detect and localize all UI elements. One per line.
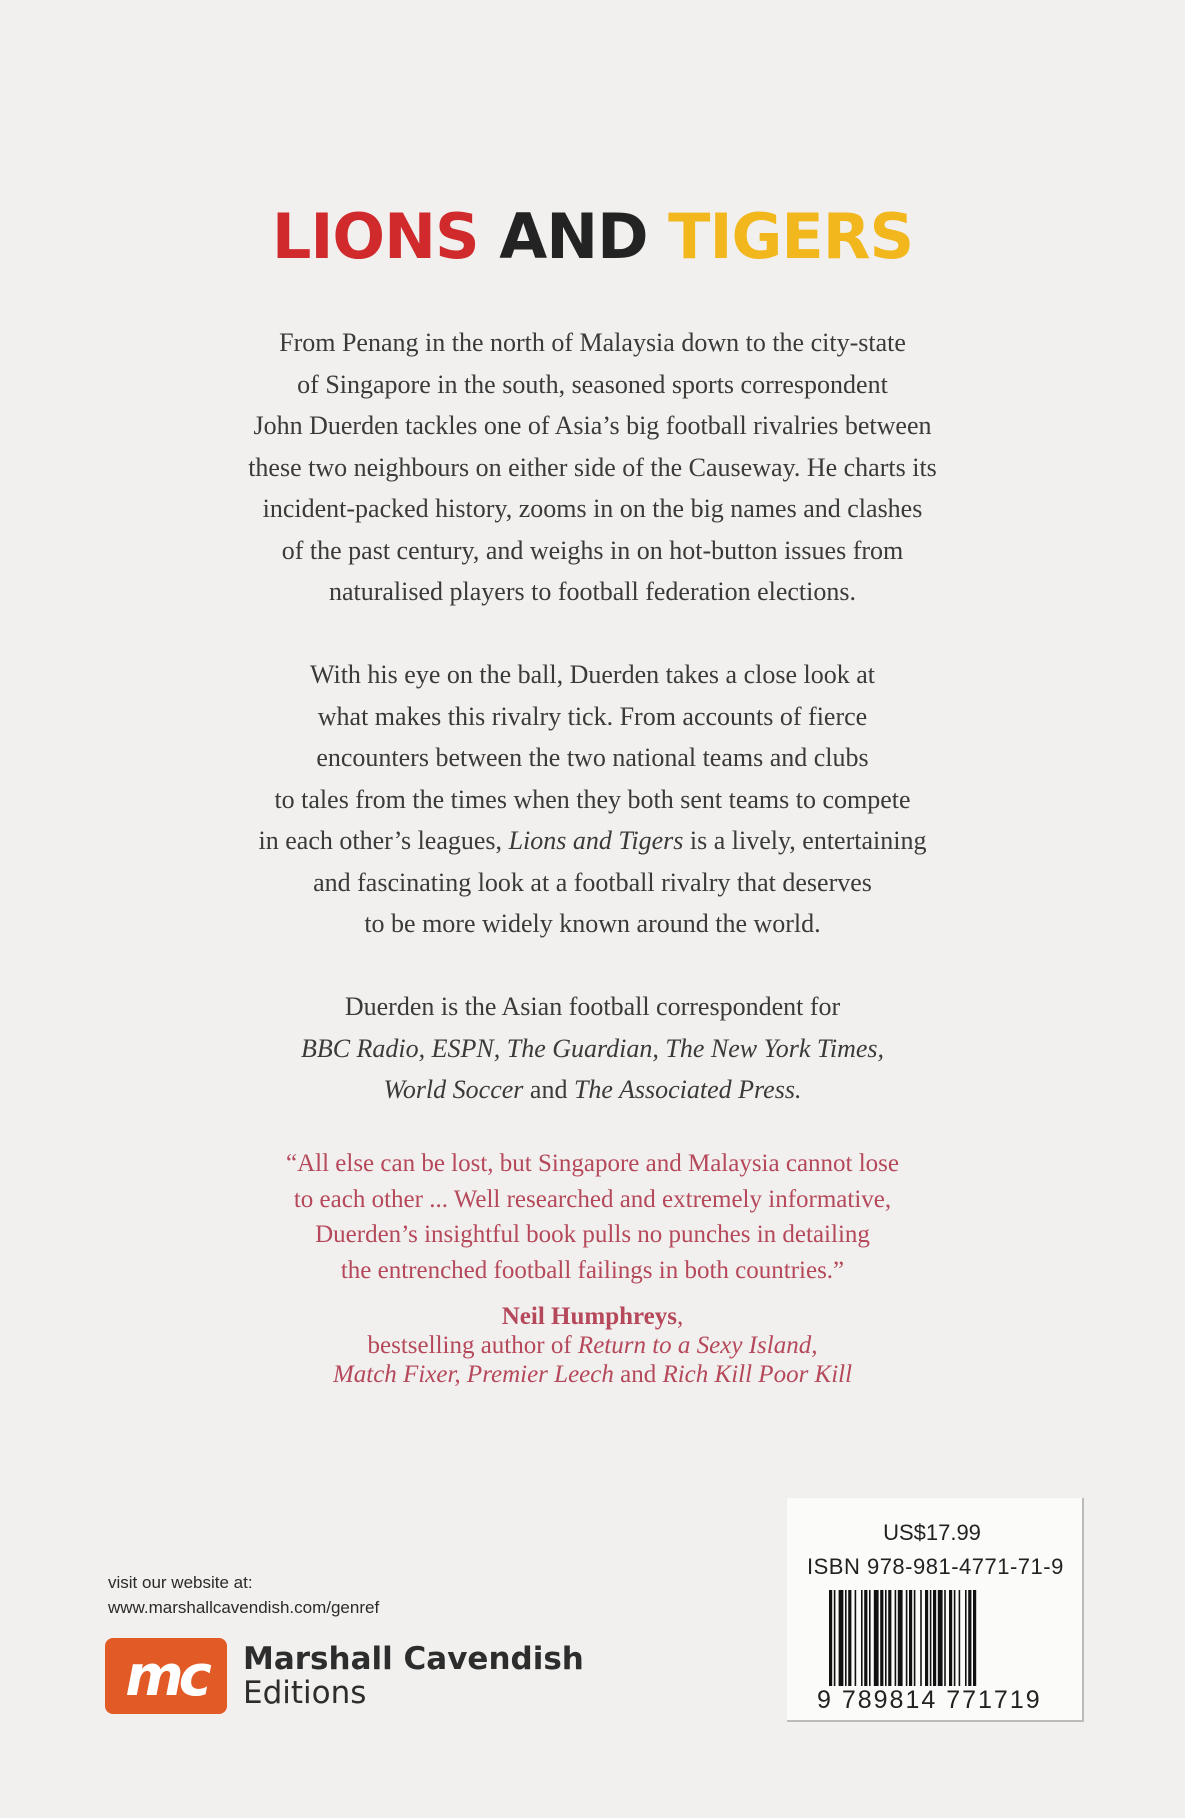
blurb-line: naturalised players to football federation elections. <box>328 577 857 606</box>
book-return-to-sexy-island: Return to a Sexy Island, <box>577 1332 818 1359</box>
barcode-stripe <box>973 1590 976 1686</box>
barcode-stripe <box>930 1590 932 1686</box>
quote-line: Duerden’s insightful book pulls no punches in detailing <box>315 1221 870 1248</box>
barcode-stripe <box>925 1590 928 1686</box>
bio-line: Duerden is the Asian football correspondent for <box>344 992 841 1021</box>
blurb-paragraph-1 <box>190 322 995 613</box>
barcode-stripe <box>834 1590 836 1686</box>
line-text: is a lively, entertaining <box>683 826 927 855</box>
barcode-stripe <box>933 1590 936 1686</box>
outlets-italic: BBC Radio, ESPN, The Guardian, The New York Times, <box>300 1033 885 1063</box>
website-url[interactable]: www.marshallcavendish.com/genref <box>108 1598 380 1617</box>
barcode-digits: 9 789814 771719 <box>817 1686 1042 1714</box>
book-match-fixer: Match Fixer, Premier Leech <box>332 1361 614 1388</box>
barcode-stripe <box>845 1590 847 1686</box>
publisher-name: Marshall Cavendish <box>243 1641 584 1677</box>
publisher-name-block <box>243 1642 584 1710</box>
blurb-line: From Penang in the north of Malaysia down to the city-state <box>279 328 906 357</box>
barcode-stripe <box>959 1590 961 1686</box>
barcode-stripe <box>839 1590 844 1686</box>
barcode-stripe <box>965 1590 967 1686</box>
barcode-stripe <box>864 1590 867 1686</box>
blurb-line: to be more widely known around the world. <box>364 909 821 938</box>
book-title <box>0 200 1185 273</box>
blurb-line: With his eye on the ball, Duerden takes a close look at <box>309 660 875 689</box>
attribution-author <box>190 1302 995 1331</box>
blurb-line: incident-packed history, zooms in on the big names and clashes <box>262 494 923 523</box>
blurb-line: of the past century, and weighs in on hot-button issues from <box>281 535 904 565</box>
quote-line: “All else can be lost, but Singapore and Malaysia cannot lose <box>285 1150 900 1177</box>
line-text: in each other’s leagues, <box>258 826 509 855</box>
blurb-line: what makes this rivalry tick. From accounts of fierce <box>317 701 868 731</box>
quote-attribution <box>190 1302 995 1389</box>
barcode-stripe <box>949 1590 952 1686</box>
barcode-stripe <box>874 1590 879 1686</box>
website-label: visit our website at: <box>108 1573 253 1592</box>
desc-text: bestselling author of <box>367 1332 578 1359</box>
and-text: and <box>613 1361 663 1388</box>
barcode-stripe <box>954 1590 956 1686</box>
barcode-stripe <box>880 1590 883 1686</box>
barcode-stripe <box>909 1590 912 1686</box>
publisher-logo <box>105 1638 584 1714</box>
blurb-line: of Singapore in the south, seasoned sports correspondent <box>297 369 888 399</box>
barcode-stripe <box>848 1590 851 1686</box>
barcode-stripe <box>938 1590 943 1686</box>
blurb-line: John Duerden tackles one of Asia’s big football rivalries between <box>253 411 932 440</box>
author-bio <box>190 986 995 1111</box>
barcode-sticker <box>787 1498 1084 1722</box>
barcode-stripe <box>855 1590 857 1686</box>
barcode-stripe <box>885 1590 887 1686</box>
website-block <box>108 1570 379 1620</box>
attribution-books <box>190 1360 995 1389</box>
blurb-line: to tales from the times when they both sent teams to compete <box>274 784 911 814</box>
bio-line <box>190 1028 995 1070</box>
barcode-stripe <box>829 1590 832 1686</box>
barcode-stripe <box>968 1590 971 1686</box>
review-quote <box>190 1146 995 1288</box>
blurb-line: encounters between the two national teams and clubs <box>316 743 869 772</box>
attribution-desc <box>190 1331 995 1360</box>
title-word-lions: LIONS <box>271 200 479 273</box>
outlet-world-soccer: World Soccer <box>383 1075 524 1104</box>
author-name: Neil Humphreys <box>501 1303 677 1330</box>
barcode-stripe <box>888 1590 891 1686</box>
barcode-icon <box>829 1590 1039 1686</box>
book-title-italic: Lions and Tigers <box>508 826 684 855</box>
blurb-line <box>190 820 995 862</box>
barcode-stripe <box>861 1590 863 1686</box>
outlet-ap: The Associated Press. <box>573 1075 802 1104</box>
barcode-stripe <box>920 1590 922 1686</box>
barcode-stripe <box>906 1590 908 1686</box>
blurb-paragraph-2 <box>190 654 995 945</box>
barcode-stripe <box>898 1590 903 1686</box>
mc-logo-icon: mc <box>105 1638 227 1714</box>
barcode-stripe <box>869 1590 871 1686</box>
price-label: US$17.99 <box>883 1520 981 1545</box>
blurb-line: these two neighbours on either side of the Causeway. He charts its <box>248 452 937 482</box>
author-comma: , <box>677 1303 684 1330</box>
barcode-stripe <box>914 1590 916 1686</box>
title-word-and: AND <box>499 200 648 273</box>
quote-line: to each other ... Well researched and extremely informative, <box>293 1185 892 1213</box>
quote-line: the entrenched football failings in both countries.” <box>340 1256 845 1284</box>
barcode-stripe <box>895 1590 897 1686</box>
bio-line <box>190 1069 995 1111</box>
barcode-stripe <box>944 1590 946 1686</box>
isbn-label: ISBN 978-981-4771-71-9 <box>807 1554 1064 1579</box>
publisher-imprint: Editions <box>243 1675 367 1711</box>
book-rich-kill-poor-kill: Rich Kill Poor Kill <box>662 1361 853 1388</box>
title-word-tigers: TIGERS <box>668 200 914 273</box>
line-text: and <box>523 1075 574 1104</box>
blurb-line: and fascinating look at a football rivalry that deserves <box>313 867 872 897</box>
